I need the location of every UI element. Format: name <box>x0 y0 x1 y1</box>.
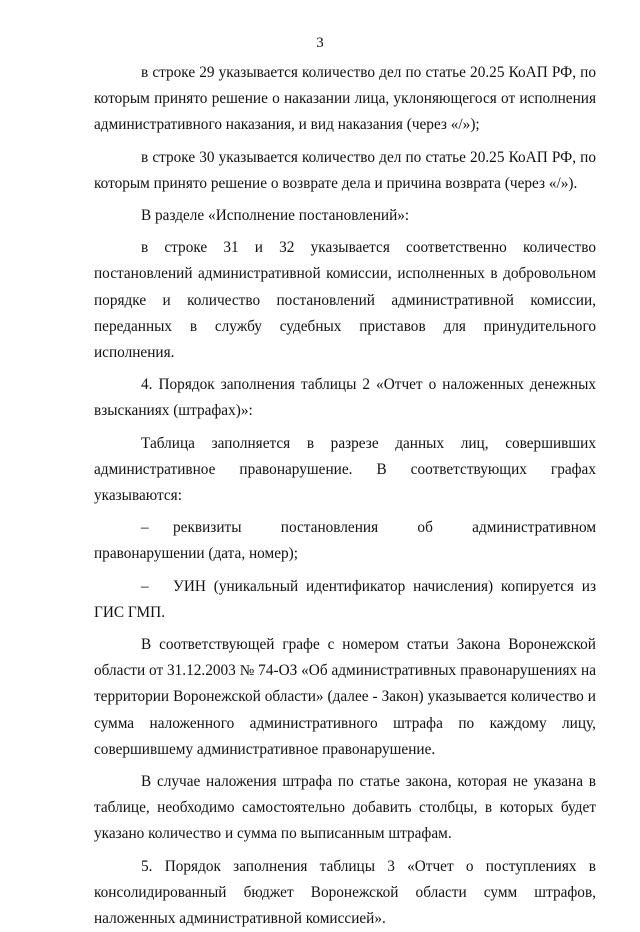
paragraph-section-execution: В разделе «Исполнение постановлений»: <box>141 207 410 225</box>
list-item-text: УИН (уникальный идентификатор начисления) копируется из ГИС ГМП. <box>94 577 596 621</box>
paragraph-table-2-heading: 4. Порядок заполнения таблицы 2 «Отчет о наложенных денежных взысканиях (штрафах)»: <box>94 376 596 420</box>
paragraph-law-article-column: В соответствующей графе с номером статьи Закона Воронежской области от 31.12.2003 № 74-ОЗ «Об административных правонарушениях на территории Воронежской области» (далее - Закон) указывается количество и сумма наложенного административного штрафа по каждому лицу, совершившему административное правонарушение. <box>94 636 596 758</box>
paragraph-add-columns: В случае наложения штрафа по статье закона, которая не указана в таблице, необходимо самостоятельно добавить столбцы, в которых будет указано количество и сумма по выписанным штрафам. <box>94 773 596 843</box>
list-item-decree-details <box>94 515 596 567</box>
paragraph-line-29: в строке 29 указывается количество дел по статье 20.25 КоАП РФ, по которым принято решение о наказании лица, уклоняющегося от исполнения административного наказания, и вид наказания (через «/»); <box>94 64 596 134</box>
list-item-text: реквизиты постановления об административном правонарушении (дата, номер); <box>94 519 596 563</box>
dash-marker: – <box>141 577 149 595</box>
paragraph-table-3-heading: 5. Порядок заполнения таблицы 3 «Отчет о поступлениях в консолидированный бюджет Воронежской области сумм штрафов, наложенных административной комиссией». <box>94 857 596 928</box>
list-item-uin <box>94 574 596 626</box>
paragraph-lines-31-32: в строке 31 и 32 указывается соответственно количество постановлений административной комиссии, исполненных в добровольном порядке и количество постановлений административной комиссии, переданных в службу судебных приставов для принудительного исполнения. <box>94 239 596 362</box>
document-body <box>94 60 596 932</box>
paragraph-line-30: в строке 30 указывается количество дел по статье 20.25 КоАП РФ, по которым принято решение о возврате дела и причина возврата (через «/»). <box>94 148 596 192</box>
page-number: 3 <box>316 35 324 51</box>
paragraph-table-2-description: Таблица заполняется в разрезе данных лиц, совершивших административное правонарушение. В соответствующих графах указываются: <box>94 434 596 505</box>
dash-marker: – <box>141 519 149 537</box>
